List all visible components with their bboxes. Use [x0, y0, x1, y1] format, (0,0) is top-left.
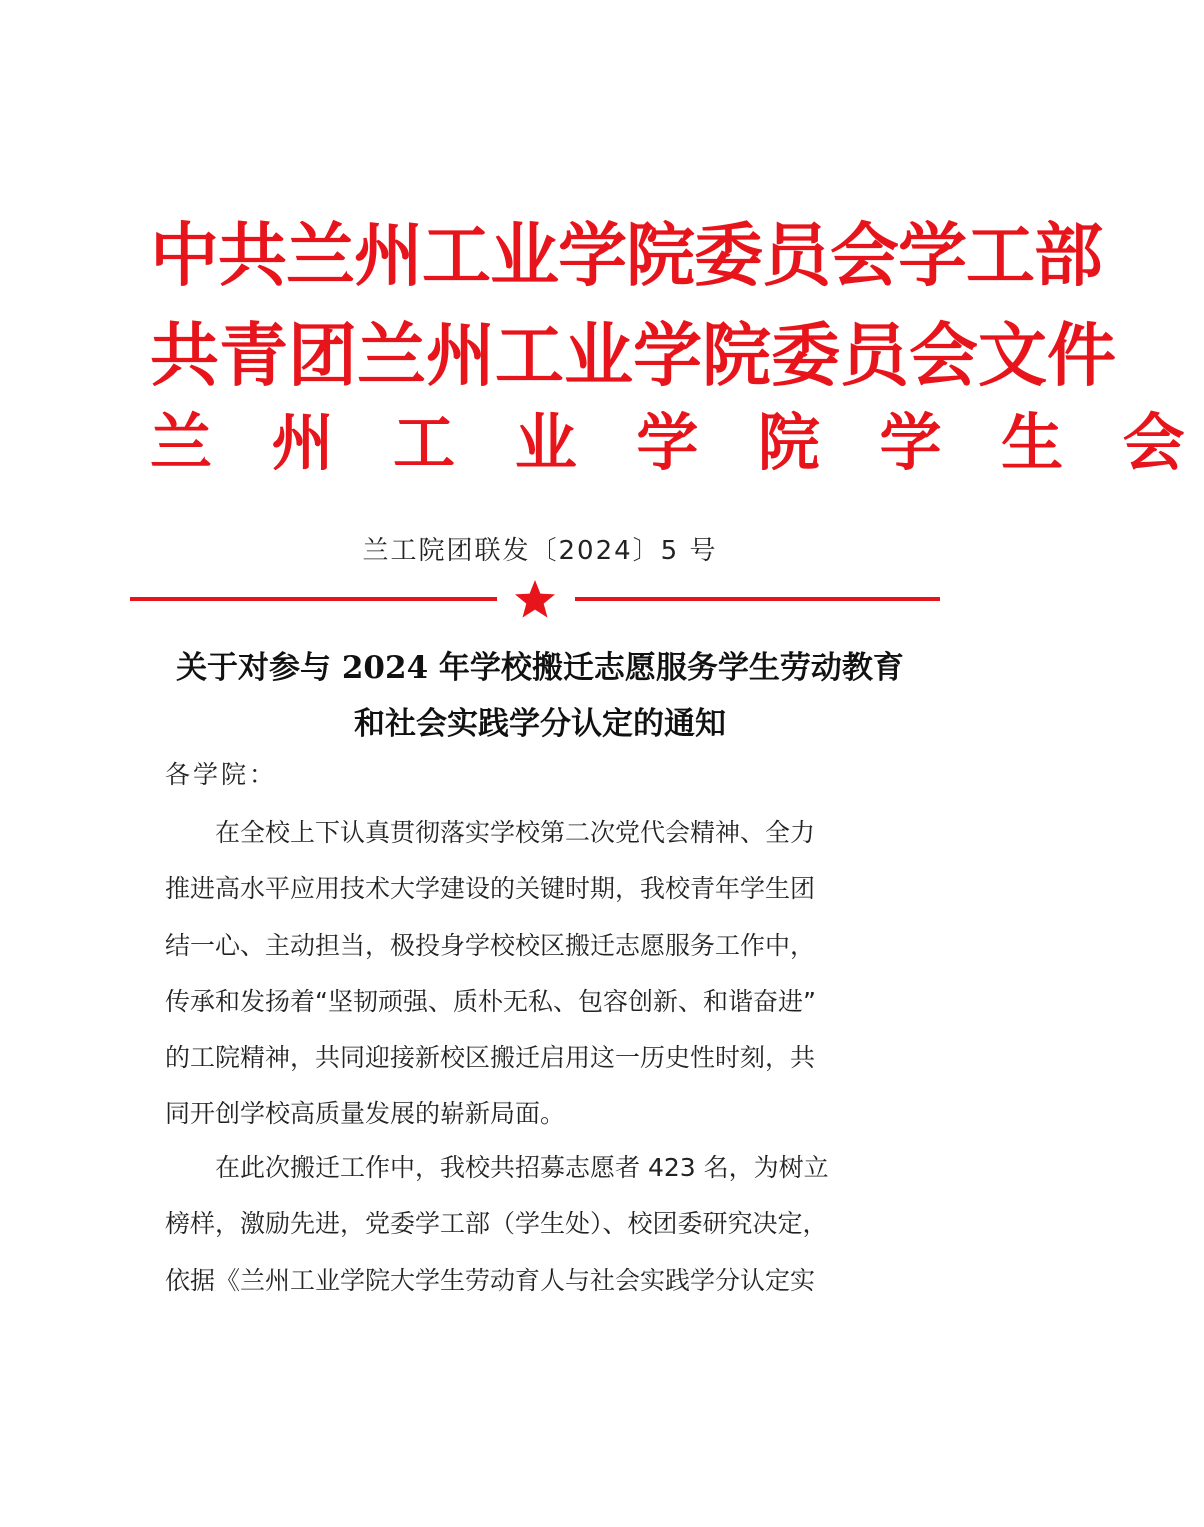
text-line: 传承和发扬着“坚韧顽强、质朴无私、包容创新、和谐奋进” [165, 986, 816, 1016]
notice-title-line-2: 和社会实践学分认定的通知 [354, 706, 726, 742]
red-star-icon [515, 580, 555, 618]
divider-line-left [130, 597, 497, 601]
addressee: 各学院： [165, 760, 278, 789]
text-line: 在此次搬迁工作中，我校共招募志愿者 423 名，为树立 [165, 1153, 829, 1182]
issuer-line-3: 兰 州 工 业 学 院 学 生 会 [150, 406, 1204, 479]
text-line: 的工院精神，共同迎接新校区搬迁启用这一历史性时刻，共 [165, 1043, 816, 1073]
text-line: 结一心、主动担当，极投身学校校区搬迁志愿服务工作中， [165, 930, 816, 960]
notice-title-line-1: 关于对参与 2024 年学校搬迁志愿服务学生劳动教育 [176, 650, 904, 686]
document-number: 兰工院团联发〔2024〕5 号 [362, 536, 718, 566]
text-line: 同开创学校高质量发展的崭新局面。 [165, 1099, 566, 1129]
body-paragraph-2 [165, 1140, 925, 1309]
issuer-line-2: 共青团兰州工业学院委员会文件 [150, 316, 1116, 396]
divider-line-right [575, 597, 940, 601]
red-divider [130, 578, 940, 618]
text-line: 在全校上下认真贯彻落实学校第二次党代会精神、全力 [165, 818, 816, 847]
text-line: 榜样，激励先进，党委学工部（学生处）、校团委研究决定， [165, 1209, 828, 1239]
notice-title [0, 640, 1080, 752]
text-line: 依据《兰州工业学院大学生劳动育人与社会实践学分认定实 [165, 1265, 816, 1295]
text-line: 推进高水平应用技术大学建设的关键时期，我校青年学生团 [165, 874, 816, 904]
body-paragraph-1 [165, 805, 925, 1143]
issuer-line-1: 中共兰州工业学院委员会学工部 [150, 216, 1102, 296]
